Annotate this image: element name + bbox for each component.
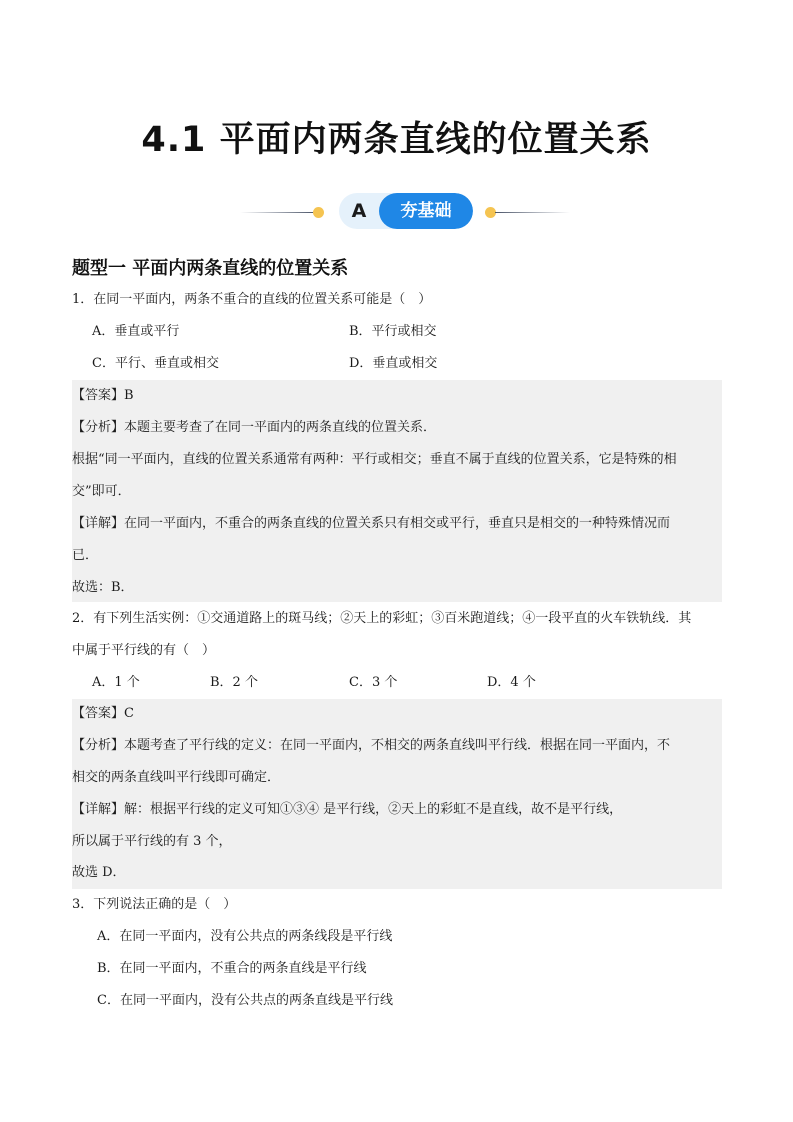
q1-solution-box	[72, 380, 722, 602]
q1-option-a: A．垂直或平行	[92, 324, 180, 339]
q2-option-c: C．3 个	[349, 675, 398, 690]
banner-dot-left	[313, 207, 324, 218]
q2-stem-line-1: 2．有下列生活实例：①交通道路上的斑马线；②天上的彩虹；③百米跑道线；④一段平直的火车铁轨线．其	[72, 611, 692, 626]
banner-label: 夯基础	[379, 193, 473, 229]
q2-stem-line-2: 中属于平行线的有（ ）	[72, 643, 216, 658]
q2-option-d: D．4 个	[487, 675, 536, 690]
q1-analysis-line-3: 交”即可．	[72, 484, 131, 499]
q1-option-b: B．平行或相交	[349, 324, 437, 339]
q3-option-a: A．在同一平面内，没有公共点的两条线段是平行线	[97, 929, 393, 944]
page-title: 4.1 平面内两条直线的位置关系	[141, 120, 652, 160]
q1-stem: 1．在同一平面内，两条不重合的直线的位置关系可能是（ ）	[72, 292, 432, 307]
banner-line-left	[240, 212, 315, 213]
q2-answer: 【答案】C	[72, 706, 134, 721]
q3-stem: 3．下列说法正确的是（ ）	[72, 897, 237, 912]
section-heading: 题型一 平面内两条直线的位置关系	[72, 258, 349, 279]
q1-choice: 故选：B．	[72, 580, 134, 595]
q1-option-d: D．垂直或相交	[349, 356, 438, 371]
q1-detail-line-1: 【详解】在同一平面内，不重合的两条直线的位置关系只有相交或平行，垂直只是相交的一种特殊情况而	[72, 516, 671, 531]
q1-analysis-line-2: 根据“同一平面内，直线的位置关系通常有两种：平行或相交；垂直不属于直线的位置关系，它是特殊的相	[72, 452, 677, 467]
banner-line-right	[495, 212, 570, 213]
q1-answer: 【答案】B	[72, 388, 134, 403]
q2-choice: 故选 D．	[72, 865, 126, 880]
q2-analysis-line-1: 【分析】本题考查了平行线的定义：在同一平面内，不相交的两条直线叫平行线．根据在同一平面内，不	[72, 738, 671, 753]
q1-detail-line-2: 已．	[72, 548, 99, 563]
q2-analysis-line-2: 相交的两条直线叫平行线即可确定．	[72, 770, 281, 785]
q2-option-b: B．2 个	[210, 675, 258, 690]
q2-detail-line-1: 【详解】解：根据平行线的定义可知①③④ 是平行线，②天上的彩虹不是直线，故不是平行线，	[72, 802, 623, 817]
banner-letter: A	[351, 200, 367, 222]
q1-option-c: C．平行、垂直或相交	[92, 356, 219, 371]
banner-pill	[339, 193, 473, 229]
q3-option-b: B．在同一平面内，不重合的两条直线是平行线	[97, 961, 367, 976]
q2-detail-line-2: 所以属于平行线的有 3 个，	[72, 834, 232, 849]
section-banner	[240, 192, 570, 230]
q1-analysis-line-1: 【分析】本题主要考查了在同一平面内的两条直线的位置关系．	[72, 420, 437, 435]
q2-solution-box	[72, 699, 722, 889]
q3-option-c: C．在同一平面内，没有公共点的两条直线是平行线	[97, 993, 393, 1008]
q2-option-a: A．1 个	[92, 675, 140, 690]
